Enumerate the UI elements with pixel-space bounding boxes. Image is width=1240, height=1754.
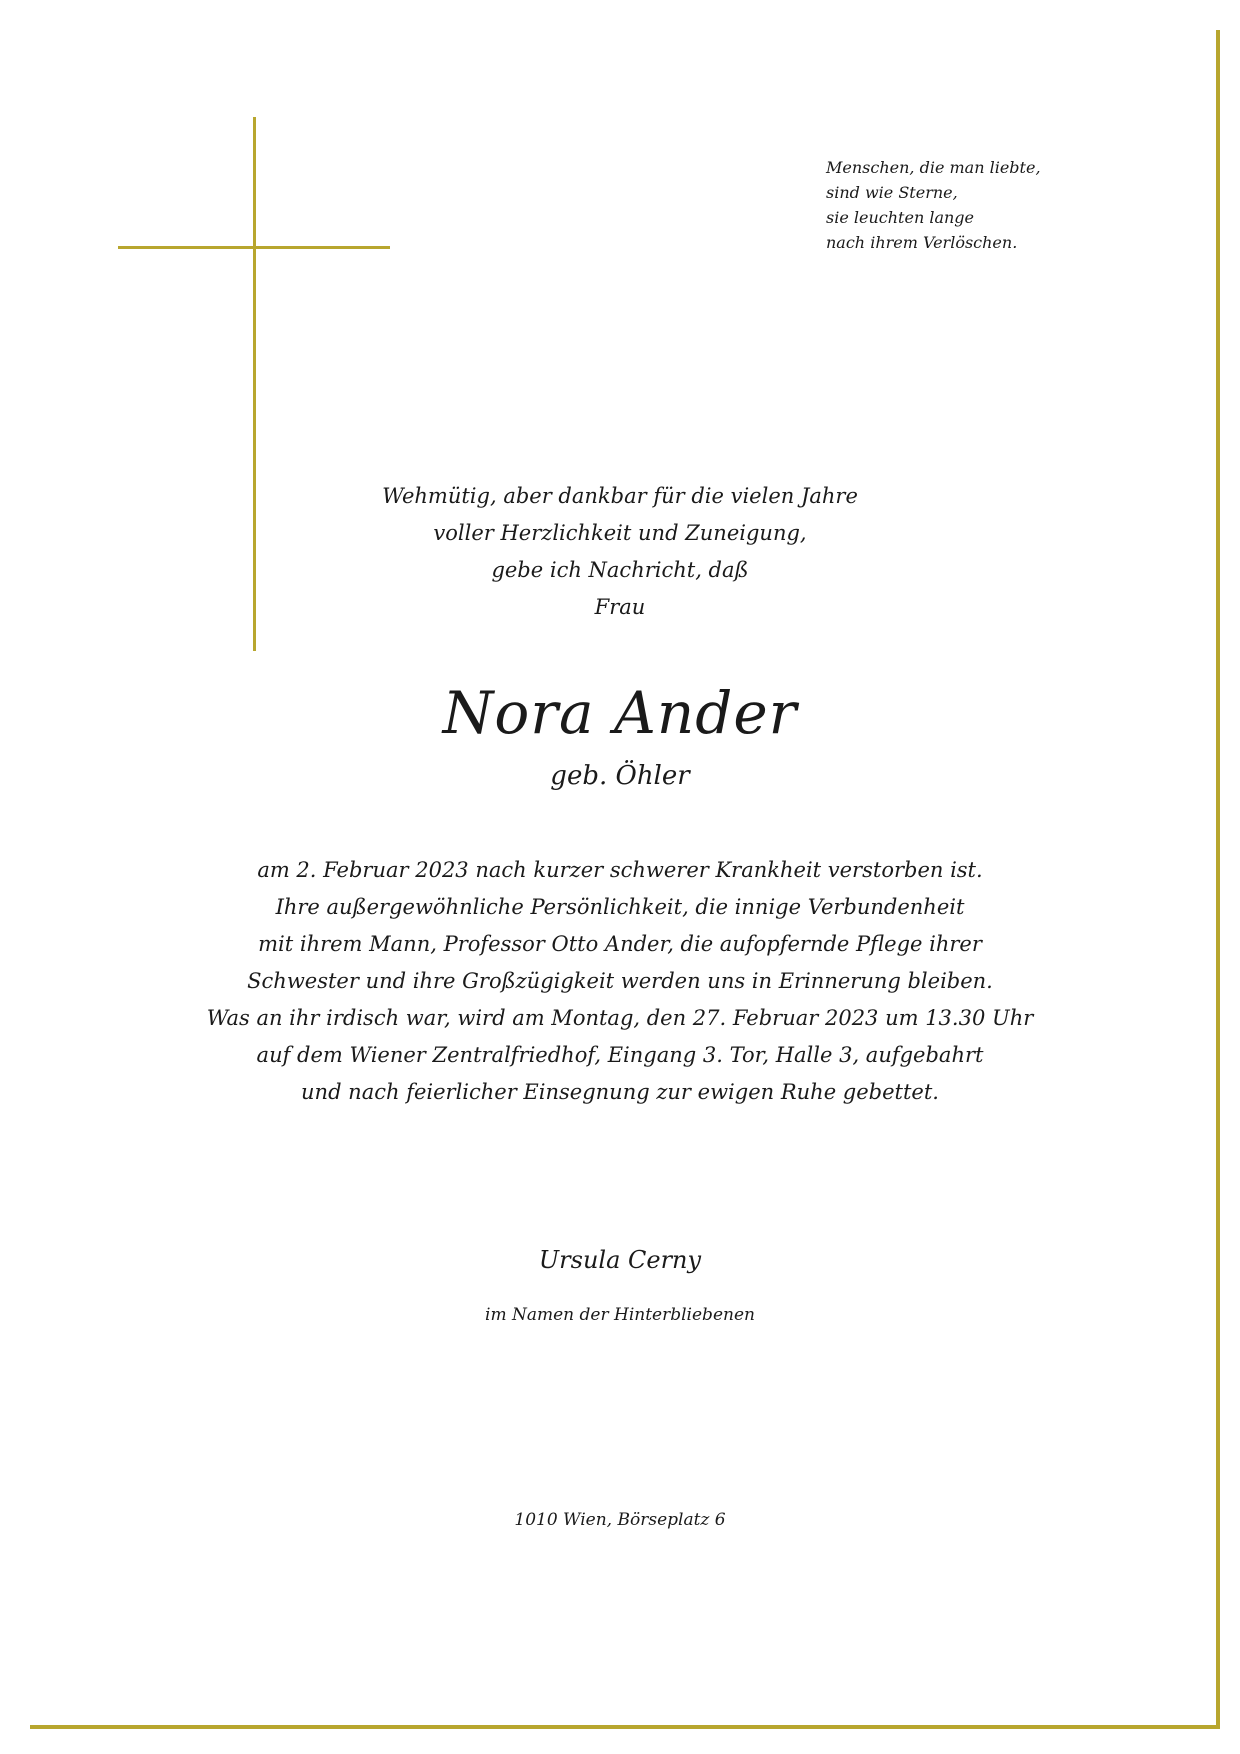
intro-line: Wehmütig, aber dankbar für die vielen Jahre [382, 484, 858, 508]
body-paragraph [120, 852, 1120, 889]
quote-line: nach ihrem Verlöschen. [826, 233, 1018, 252]
body-line: Was an ihr irdisch war, wird am Montag, den 27. Februar 2023 um 13.30 Uhr [206, 1006, 1034, 1030]
announcement-body [120, 852, 1120, 1111]
intro-text [120, 478, 1120, 626]
address: 1010 Wien, Börseplatz 6 [514, 1510, 726, 1530]
body-paragraph [120, 1000, 1120, 1111]
cross-horizontal-bar [118, 246, 390, 249]
frame-bottom-border [30, 1725, 1220, 1729]
frame-right-border [1216, 30, 1220, 1729]
signature-subtitle: im Namen der Hinterbliebenen [485, 1305, 755, 1325]
quote-line: Menschen, die man liebte, [826, 158, 1041, 177]
deceased-name: Nora Ander [442, 679, 798, 747]
birth-name: geb. Öhler [550, 761, 690, 791]
body-line: Ihre außergewöhnliche Persönlichkeit, die innige Verbundenheit [275, 895, 965, 919]
quote-line: sind wie Sterne, [826, 183, 958, 202]
memorial-quote [826, 155, 1196, 255]
intro-line: gebe ich Nachricht, daß [491, 558, 749, 582]
body-line: auf dem Wiener Zentralfriedhof, Eingang 3. Tor, Halle 3, aufgebahrt [256, 1043, 984, 1067]
body-line: mit ihrem Mann, Professor Otto Ander, die aufopfernde Pflege ihrer [258, 932, 982, 956]
body-paragraph [120, 889, 1120, 1000]
body-line: Schwester und ihre Großzügigkeit werden uns in Erinnerung bleiben. [247, 969, 993, 993]
body-line: und nach feierlicher Einsegnung zur ewigen Ruhe gebettet. [301, 1080, 939, 1104]
intro-line: Frau [594, 595, 646, 619]
intro-line: voller Herzlichkeit und Zuneigung, [433, 521, 807, 545]
quote-line: sie leuchten lange [826, 208, 974, 227]
signature-name: Ursula Cerny [538, 1246, 702, 1274]
body-line: am 2. Februar 2023 nach kurzer schwerer Krankheit verstorben ist. [257, 858, 983, 882]
